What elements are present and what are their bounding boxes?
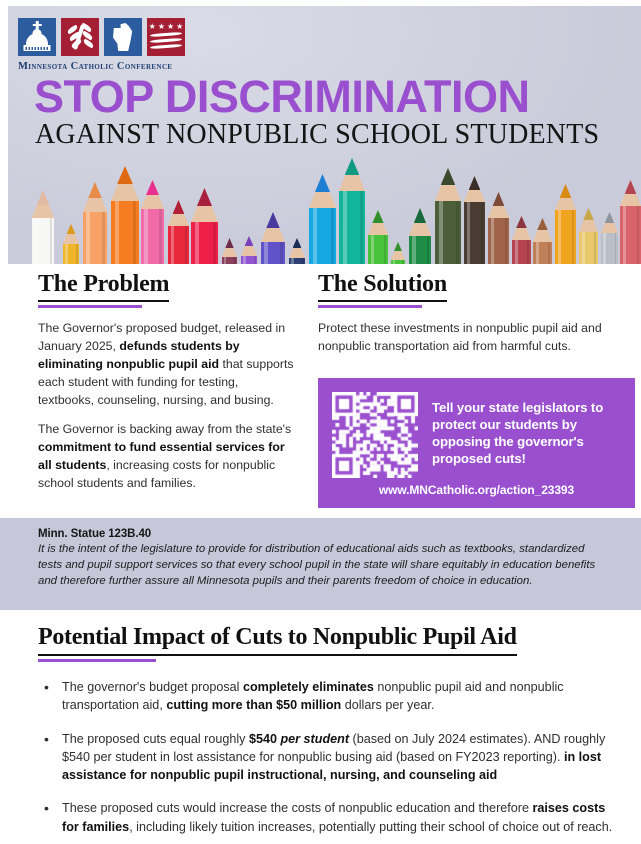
- pencil: [289, 238, 305, 264]
- cta-url[interactable]: www.MNCatholic.org/action_23393: [378, 483, 575, 497]
- text-run-bold: completely eliminates: [242, 680, 374, 694]
- text-run: , increasing costs for nonpublic school students and families.: [38, 457, 276, 490]
- wheat-branch-icon: [61, 18, 99, 56]
- call-to-action-box[interactable]: [318, 378, 635, 508]
- flag-stars-stripes-icon: ★ ★ ★ ★: [147, 18, 185, 56]
- pencil: [409, 208, 431, 264]
- statute-text: It is the intent of the legislature to provide for distribution of educational aids such as textbooks, standardized tests and pupil support services so that every school pupil in the state will share equitably in education benefits and therefore further assure all Minnesota pupils and their parents freedom of choice in education.: [38, 543, 596, 588]
- pencil: [601, 212, 618, 264]
- impact-heading: Potential Impact of Cuts to Nonpublic Pupil Aid: [38, 624, 517, 656]
- problem-paragraph-2: [38, 421, 296, 492]
- pencil: [620, 180, 641, 264]
- content-columns: [0, 272, 641, 512]
- minnesota-state-icon: [104, 18, 142, 56]
- logo-marks: [18, 18, 204, 56]
- text-run: dollars per year.: [341, 698, 435, 713]
- text-run: that supports each student with funding for testing, textbooks, counseling, nursing, and busing.: [38, 356, 294, 407]
- impact-bullet: [38, 678, 623, 715]
- text-run: The governor's budget proposal: [62, 680, 243, 694]
- problem-paragraph-1: [38, 320, 296, 409]
- pencil: [435, 168, 461, 264]
- pencil: [83, 182, 107, 264]
- solution-accent-rule: [318, 305, 422, 308]
- text-run-bold: commitment to fund essential services for all students: [38, 440, 285, 472]
- hero-banner: [8, 6, 641, 264]
- text-run: (based on July 2024 estimates). AND roughly $540 per student in lost assistance for nonpublic busing aid (based on FY2023 reporting).: [62, 731, 606, 764]
- solution-column: [318, 272, 630, 356]
- text-run: , including likely tuition increases, potentially putting their school of choice out of reach.: [129, 819, 613, 834]
- impact-accent-rule: [38, 659, 156, 662]
- pencil: [555, 184, 576, 264]
- pencil: [533, 218, 552, 264]
- impact-section: [38, 624, 623, 844]
- text-run-bold: cutting more than $50 million: [166, 698, 342, 713]
- capitol-dome-icon: [18, 18, 56, 56]
- mcc-logo: [18, 18, 204, 72]
- text-run: The proposed cuts equal roughly: [62, 731, 249, 746]
- poster-subtitle: AGAINST NONPUBLIC SCHOOL STUDENTS: [35, 119, 600, 150]
- text-run-bold: $540: [248, 731, 281, 746]
- poster-title: STOP DISCRIMINATION: [34, 71, 530, 122]
- pencil: [222, 238, 237, 264]
- cta-row: [332, 392, 628, 478]
- pencil: [32, 190, 54, 264]
- solution-heading: The Solution: [318, 272, 447, 302]
- text-run-bold: raises costs for families: [62, 801, 606, 834]
- problem-column: [38, 272, 296, 493]
- pencil: [368, 210, 388, 264]
- pencil: [191, 188, 218, 264]
- pencil: [512, 216, 531, 264]
- pencil: [141, 180, 164, 264]
- text-run-bold: in lost assistance for nonpublic pupil instructional, nursing, and counseling aid: [62, 749, 602, 782]
- org-name: Minnesota Catholic Conference: [18, 61, 173, 72]
- text-run: nonpublic pupil aid and nonpublic transportation aid,: [62, 680, 564, 713]
- text-run-bold: defunds students by eliminating nonpublic pupil aid: [38, 339, 240, 371]
- cta-message: Tell your state legislators to protect our students by opposing the governor's proposed cuts!: [432, 400, 604, 466]
- pencil: [339, 158, 365, 264]
- pencil: [168, 200, 189, 264]
- statute-title: Minn. Statue 123B.40: [38, 528, 152, 540]
- pencil: [261, 212, 285, 264]
- text-run: The Governor is backing away from the state's: [38, 422, 292, 437]
- impact-bullet-list: [38, 678, 623, 836]
- text-run: These proposed cuts would increase the costs of nonpublic education and therefore: [62, 801, 533, 816]
- pencil: [63, 224, 79, 264]
- problem-heading: The Problem: [38, 272, 169, 302]
- problem-accent-rule: [38, 305, 142, 308]
- pencil: [111, 166, 139, 264]
- pencil: [309, 174, 336, 264]
- qr-code[interactable]: [332, 392, 418, 478]
- pencil: [488, 192, 509, 264]
- impact-bullet: [38, 799, 623, 836]
- pencil: [579, 208, 598, 264]
- pencil: [464, 176, 485, 264]
- pencil: [241, 236, 257, 264]
- colored-pencils-image: [8, 154, 641, 264]
- solution-paragraph: Protect these investments in nonpublic pupil aid and nonpublic transportation aid from harmful cuts.: [318, 321, 602, 354]
- pencil: [391, 242, 405, 264]
- statute-band: [0, 518, 641, 610]
- impact-bullet: [38, 730, 623, 785]
- text-run-bold: per student: [280, 731, 350, 746]
- text-run: The Governor's proposed budget, released in January 2025,: [38, 321, 286, 354]
